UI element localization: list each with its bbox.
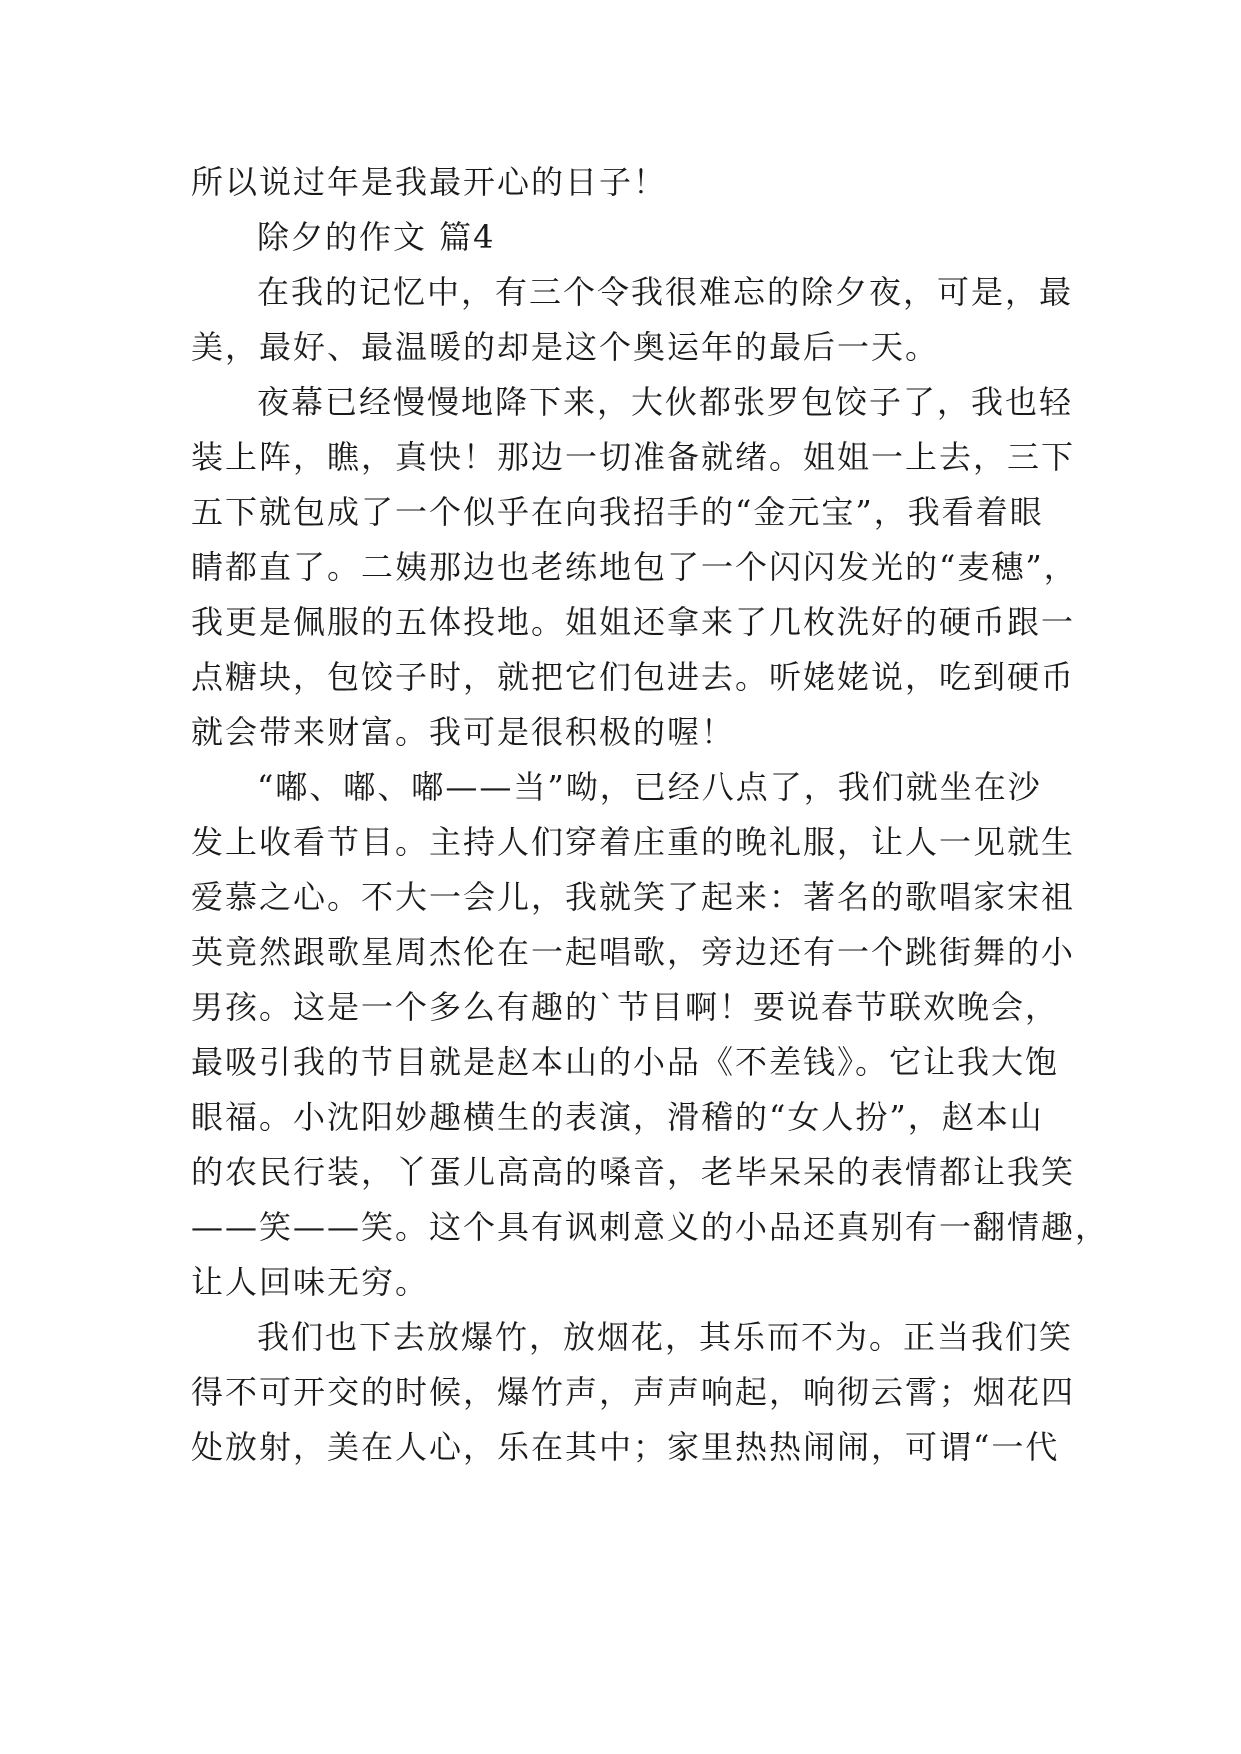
paragraph-line: 的农民行装，丫蛋儿高高的嗓音，老毕呆呆的表情都让我笑 [191, 1153, 1076, 1191]
paragraph-line: 点糖块，包饺子时，就把它们包进去。听姥姥说，吃到硬币 [191, 658, 1076, 696]
paragraph-line: ——笑——笑。这个具有讽刺意义的小品还真别有一翻情趣， [191, 1208, 1110, 1246]
paragraph-line: 装上阵，瞧，真快！那边一切准备就绪。姐姐一上去，三下 [191, 438, 1076, 476]
paragraph-line: 在我的记忆中，有三个令我很难忘的除夕夜，可是，最 [257, 273, 1074, 311]
paragraph-line: 夜幕已经慢慢地降下来，大伙都张罗包饺子了，我也轻 [257, 383, 1074, 421]
paragraph-line: 英竟然跟歌星周杰伦在一起唱歌，旁边还有一个跳街舞的小 [191, 933, 1076, 971]
paragraph-line: 五下就包成了一个似乎在向我招手的“金元宝”，我看着眼 [191, 493, 1044, 531]
paragraph-line: 让人回味无穷。 [191, 1263, 430, 1301]
paragraph-line: 我们也下去放爆竹，放烟花，其乐而不为。正当我们笑 [257, 1318, 1074, 1356]
essay-text [191, 155, 1110, 1475]
paragraph-line: 就会带来财富。我可是很积极的喔！ [191, 713, 736, 751]
paragraph-line: 睛都直了。二姨那边也老练地包了一个闪闪发光的“麦穗”， [191, 548, 1078, 586]
paragraph-line: 处放射，美在人心，乐在其中；家里热热闹闹，可谓“一代 [191, 1428, 1060, 1466]
paragraph-line: 我更是佩服的五体投地。姐姐还拿来了几枚洗好的硬币跟一 [191, 603, 1076, 641]
paragraph-line: 美，最好、最温暖的却是这个奥运年的最后一天。 [191, 328, 940, 366]
paragraph-line: 眼福。小沈阳妙趣横生的表演，滑稽的“女人扮”，赵本山 [191, 1098, 1044, 1136]
paragraph-line: 最吸引我的节目就是赵本山的小品《不差钱》。它让我大饱 [191, 1043, 1060, 1081]
paragraph-line: “嘟、嘟、嘟——当”呦，已经八点了，我们就坐在沙 [257, 768, 1042, 806]
paragraph-line: 发上收看节目。主持人们穿着庄重的晚礼服，让人一见就生 [191, 823, 1076, 861]
paragraph-line: 所以说过年是我最开心的日子！ [191, 163, 668, 201]
paragraph-line: 男孩。这是一个多么有趣的`节目啊！要说春节联欢晚会， [191, 988, 1060, 1026]
paragraph-line: 爱慕之心。不大一会儿，我就笑了起来：著名的歌唱家宋祖 [191, 878, 1076, 916]
paragraph-line: 得不可开交的时候，爆竹声，声声响起，响彻云霄；烟花四 [191, 1373, 1076, 1411]
essay-heading: 除夕的作文 篇4 [257, 218, 496, 256]
